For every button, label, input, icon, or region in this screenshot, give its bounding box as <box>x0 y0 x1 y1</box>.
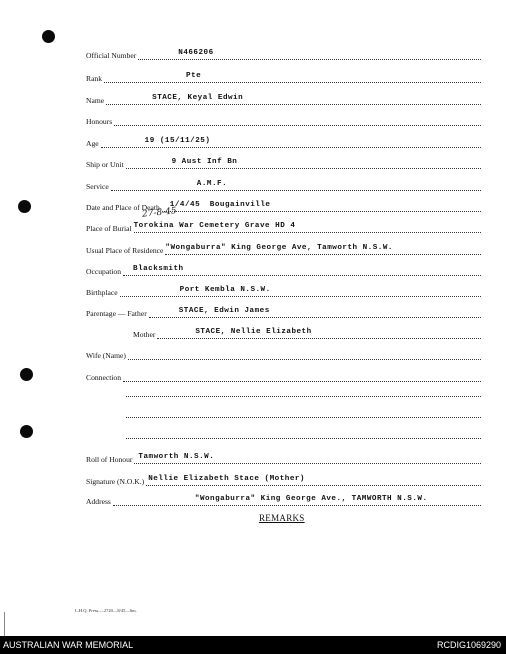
occupation-label: Occupation <box>86 267 122 277</box>
date-of-death-value: 1/4/45 <box>169 201 201 210</box>
name-value: STACE, Keyal Edwin <box>152 94 244 103</box>
signature-row <box>86 474 481 486</box>
connection-blank-line <box>126 417 481 418</box>
address-value: "Wongaburra" King George Ave., TAMWORTH N.S.W. <box>194 495 428 504</box>
connection-label: Connection <box>86 373 122 383</box>
honours-label: Honours <box>86 117 113 127</box>
residence-label: Usual Place of Residence <box>86 246 164 256</box>
archive-record-id: RCDIG1069290 <box>436 640 501 650</box>
official-number-value: N466206 <box>178 49 214 58</box>
roll-of-honour-row <box>86 452 481 464</box>
father-value: STACE, Edwin James <box>178 307 270 316</box>
place-of-burial-label: Place of Burial <box>86 224 132 234</box>
mother-label: Mother <box>133 330 156 340</box>
wife-row <box>86 348 481 360</box>
rank-row <box>86 71 481 83</box>
connection-blank-line <box>126 438 481 439</box>
father-row <box>86 306 481 318</box>
birthplace-label: Birthplace <box>86 288 118 298</box>
mother-row <box>133 327 481 339</box>
occupation-value: Blacksmith <box>133 265 184 274</box>
archive-footer-bar <box>0 636 506 654</box>
punch-hole-icon <box>20 425 33 438</box>
occupation-row <box>86 264 481 276</box>
roll-of-honour-label: Roll of Honour <box>86 455 133 465</box>
age-row <box>86 136 481 148</box>
punch-hole-icon <box>42 30 55 43</box>
signature-value: Nellie Elizabeth Stace (Mother) <box>148 475 305 484</box>
ship-or-unit-row <box>86 157 481 169</box>
name-label: Name <box>86 96 105 106</box>
residence-row <box>86 243 481 255</box>
date-place-death-label: Date and Place of Death <box>86 203 160 213</box>
punch-hole-icon <box>18 200 31 213</box>
honours-row <box>86 114 481 126</box>
connection-blank-line <box>126 396 481 397</box>
age-label: Age <box>86 139 99 149</box>
official-number-row <box>86 48 481 60</box>
place-of-death-value: Bougainville <box>209 201 271 210</box>
address-row <box>86 494 481 506</box>
printer-note: L.H.Q. Press.—2720—8/45—6m. <box>75 608 137 613</box>
mother-value: STACE, Nellie Elizabeth <box>195 328 312 337</box>
signature-label: Signature (N.O.K.) <box>86 477 145 487</box>
service-value: A.M.F. <box>196 180 228 189</box>
archive-name: AUSTRALIAN WAR MEMORIAL <box>3 640 134 650</box>
scan-edge <box>4 612 5 636</box>
rank-value: Pte <box>186 72 202 81</box>
name-row <box>86 93 481 105</box>
ship-or-unit-label: Ship or Unit <box>86 160 124 170</box>
birthplace-row <box>86 285 481 297</box>
age-value: 19 (15/11/25) <box>144 137 211 146</box>
ship-or-unit-value: 9 Aust Inf Bn <box>171 158 238 167</box>
residence-value: "Wongaburra" King George Ave, Tamworth N.S.W. <box>165 244 393 253</box>
remarks-heading: REMARKS <box>259 513 305 523</box>
rank-label: Rank <box>86 74 103 84</box>
wife-label: Wife (Name) <box>86 351 126 361</box>
address-label: Address <box>86 497 111 507</box>
handwritten-date: 27-8-45 <box>141 206 178 220</box>
birthplace-value: Port Kembla N.S.W. <box>179 286 271 295</box>
father-label: Parentage — Father <box>86 309 147 319</box>
punch-hole-icon <box>20 368 33 381</box>
roll-of-honour-value: Tamworth N.S.W. <box>138 453 215 462</box>
place-of-burial-value: Torokina War Cemetery Grave HD 4 <box>133 222 296 231</box>
service-row <box>86 179 481 191</box>
service-label: Service <box>86 182 109 192</box>
connection-row <box>86 370 481 382</box>
official-number-label: Official Number <box>86 51 137 61</box>
place-of-burial-row <box>86 221 481 233</box>
